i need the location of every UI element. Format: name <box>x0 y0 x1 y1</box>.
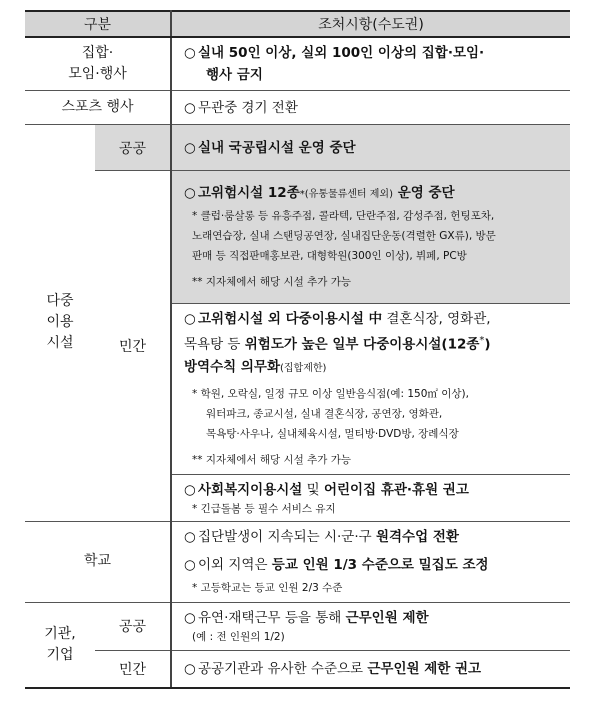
category-org <box>25 602 95 688</box>
row-multi-public <box>25 125 570 171</box>
asterisk-icon: * <box>192 387 198 400</box>
measure-text: 어린이집 휴관·휴원 권고 <box>323 481 469 498</box>
circle-bullet-icon: ○ <box>184 45 196 61</box>
measure-high-risk <box>171 171 570 304</box>
measure-school <box>171 521 570 602</box>
header-measures: 조처시항(수도권) <box>171 11 570 37</box>
asterisk-icon: * <box>192 502 198 515</box>
footnote-text: 목욕탕·사우나, 실내체육시설, 멀티방·DVD방, 장례식장 <box>206 427 459 440</box>
measure-text: 행사 금지 <box>206 67 263 83</box>
measure-text: 결혼식장, 영화관, <box>382 311 491 327</box>
measure-text: 목욕탕 등 <box>184 336 245 353</box>
category-label: 다중 <box>46 293 74 310</box>
category-gathering <box>25 37 171 91</box>
footnote-text: 지자체에서 해당 시설 추가 가능 <box>205 453 352 466</box>
measure-text: 원격수업 전환 <box>375 528 459 545</box>
asterisk-icon: ** <box>192 453 203 466</box>
measure-text: ) <box>484 336 491 353</box>
footnote-text: (예 : 전 인원의 1/2) <box>192 631 285 643</box>
category-label: 기업 <box>46 646 74 663</box>
measure-text: 운영 중단 <box>393 185 455 201</box>
category-label: 집합· <box>81 45 114 61</box>
measure-sports <box>171 91 570 125</box>
category-sports: 스포츠 행사 <box>25 91 171 125</box>
footnote-list <box>184 206 560 266</box>
row-org-public <box>25 602 570 650</box>
category-label: 시설 <box>46 335 74 352</box>
footnote-text: 지자체에서 해당 시설 추가 가능 <box>205 276 352 288</box>
measures-table <box>25 10 570 689</box>
circle-bullet-icon: ○ <box>184 481 196 498</box>
category-school: 학교 <box>25 521 171 602</box>
asterisk-icon: ** <box>192 276 203 288</box>
measure-text: 공공기관과 유사한 수준으로 <box>198 660 368 677</box>
measure-text: *(유통물류센터 제외) <box>299 189 393 200</box>
subcategory-private: 민간 <box>95 171 171 522</box>
measure-multi-public <box>171 125 570 171</box>
asterisk-icon: * <box>192 581 198 594</box>
measure-text: 이외 지역은 <box>198 556 272 573</box>
measure-org-private <box>171 650 570 688</box>
measure-gathering <box>171 37 570 91</box>
measure-text: 근무인원 제한 <box>345 610 429 626</box>
asterisk-icon: * <box>192 210 198 222</box>
row-sports <box>25 91 570 125</box>
measure-text: 및 <box>302 481 324 498</box>
footnote-text: 노래연습장, 실내 스탠딩공연장, 실내집단운동(격렬한 GX류), 방문 <box>192 230 496 242</box>
circle-bullet-icon: ○ <box>184 311 196 327</box>
row-school <box>25 521 570 602</box>
footnote-text: 워터파크, 종교시설, 실내 결혼식장, 공연장, 영화관, <box>206 407 443 420</box>
measure-other-facilities <box>171 304 570 475</box>
row-multi-private-high-risk <box>25 171 570 304</box>
measure-text: 고위험시설 12종 <box>198 185 300 201</box>
measure-text: 집단발생이 지속되는 시·군·구 <box>198 528 376 545</box>
measure-text: 유연·재택근무 등을 통해 <box>198 610 346 626</box>
measure-text: 방역수칙 의무화 <box>184 358 280 375</box>
category-label: 모임·행사 <box>68 66 127 82</box>
row-gathering <box>25 37 570 91</box>
measure-text: 근무인원 제한 권고 <box>367 660 482 677</box>
row-org-private <box>25 650 570 688</box>
measure-text: 고위험시설 외 다중이용시설 中 <box>198 311 383 327</box>
subcategory-private: 민간 <box>95 650 171 688</box>
circle-bullet-icon: ○ <box>184 610 196 626</box>
footnote-text: 클럽·룸살롱 등 유흥주점, 콜라텍, 단란주점, 감성주점, 헌팅포차, <box>200 210 495 222</box>
header-category: 구분 <box>25 11 171 37</box>
footnote-list <box>184 384 560 444</box>
category-multi-use <box>25 125 95 522</box>
measure-text: (집합제한) <box>280 362 327 374</box>
asterisk-icon: * <box>479 335 485 346</box>
circle-bullet-icon: ○ <box>184 660 196 677</box>
subcategory-public: 공공 <box>95 602 171 650</box>
category-label: 기관, <box>44 625 76 642</box>
table-header <box>25 11 570 37</box>
measure-text: 무관중 경기 전환 <box>198 99 298 116</box>
circle-bullet-icon: ○ <box>184 139 196 156</box>
circle-bullet-icon: ○ <box>184 99 196 116</box>
category-label: 이용 <box>46 314 74 331</box>
footnote-text: 긴급돌봄 등 필수 서비스 유지 <box>200 502 336 515</box>
footnote-text: 학원, 오락실, 일정 규모 이상 일반음식점(예: 150㎡ 이상), <box>200 387 469 400</box>
measure-org-public <box>171 602 570 650</box>
measure-text: 실내 50인 이상, 실외 100인 이상의 집합·모임· <box>198 45 485 61</box>
circle-bullet-icon: ○ <box>184 185 196 201</box>
measure-text: 위험도가 높은 일부 다중이용시설(12종 <box>244 336 480 353</box>
footnote-text: 고등학교는 등교 인원 2/3 수준 <box>200 581 343 594</box>
circle-bullet-icon: ○ <box>184 556 196 573</box>
subcategory-public: 공공 <box>95 125 171 171</box>
measure-text: 사회복지이용시설 <box>198 481 303 498</box>
measure-text: 등교 인원 1/3 수준으로 밀집도 조정 <box>271 556 489 573</box>
circle-bullet-icon: ○ <box>184 528 196 545</box>
footnote-text: 판매 등 직접판매홍보관, 대형학원(300인 이상), 뷔페, PC방 <box>192 250 467 262</box>
measure-text: 실내 국공립시설 운영 중단 <box>198 139 356 156</box>
measure-welfare <box>171 474 570 521</box>
